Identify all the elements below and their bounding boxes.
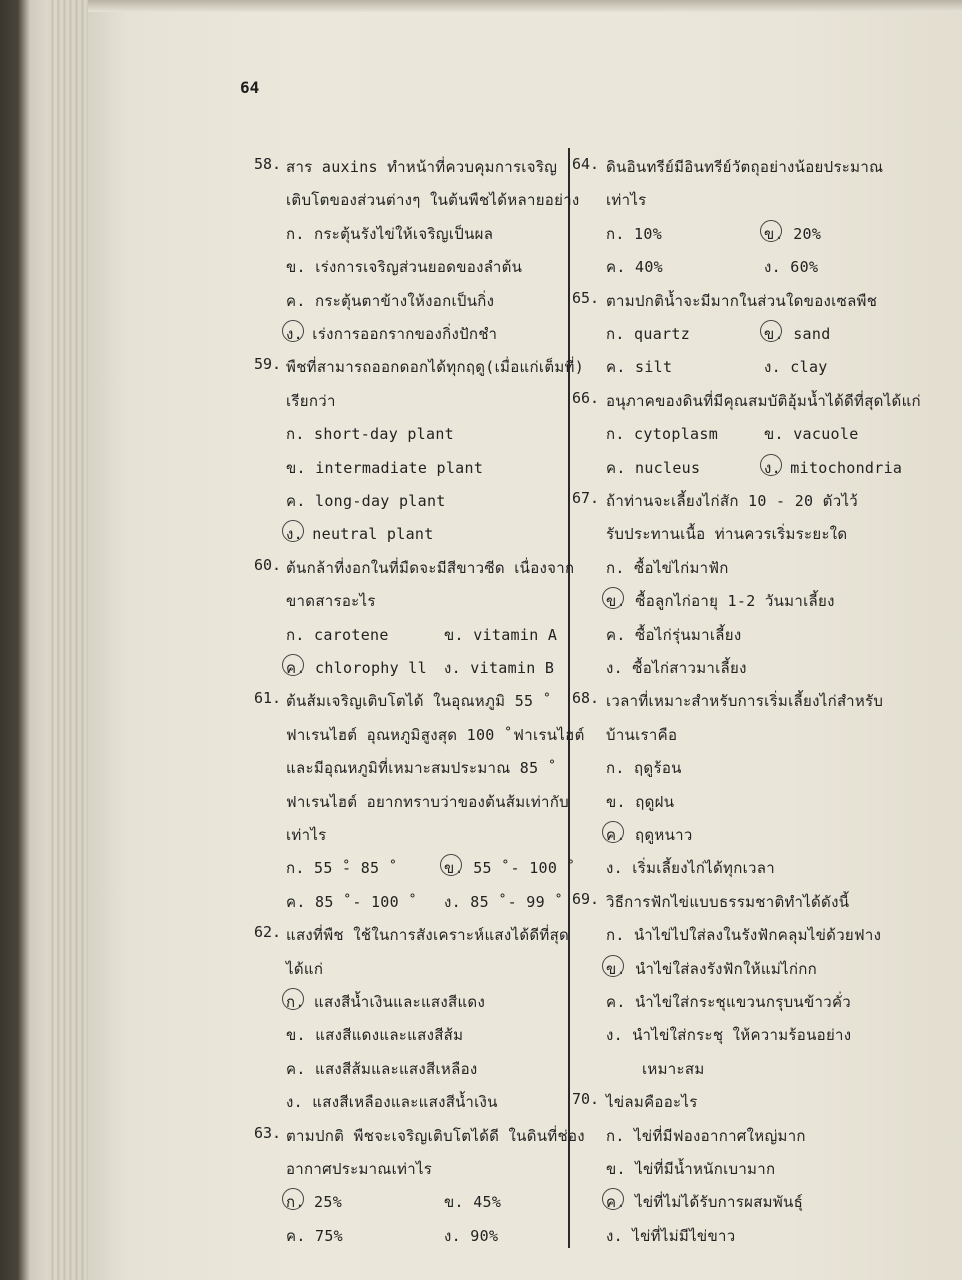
question-text: พืชที่สามารถออกดอกได้ทุกฤดู(เมื่อแก่เต็มที่) [286,358,585,377]
answer-option: ก. carotene [286,625,389,644]
answer-option: ง. 85 ̊ - 99 ̊ [444,892,555,911]
question-number: 68. [572,689,600,708]
answer-mark-circle [282,320,304,342]
question-text: ฟาเรนไฮต์ อยากทราบว่าของต้นส้มเท่ากับ [286,792,569,811]
answer-mark-circle [282,988,304,1010]
question-number: 66. [572,388,600,407]
answer-option: ก. quartz [606,325,691,343]
question-text: แสงที่พืช ใช้ในการสังเคราะห์แสงได้ดีที่สุด [286,926,570,945]
question-text: สาร auxins ทำหน้าที่ควบคุมการเจริญ [286,158,558,176]
question-text: ต้นส้มเจริญเติบโตได้ ในอุณหภูมิ 55 ̊ [286,692,543,711]
answer-option: ค. nucleus [606,458,701,477]
answer-mark-circle [602,1188,624,1210]
answer-option: ข. vacuole [764,425,859,444]
answer-option: ข. ซื้อลูกไก่อายุ 1-2 วันมาเลี้ยง [606,592,835,611]
answer-option: ก. แสงสีน้ำเงินและแสงสีแดง [286,993,486,1011]
question-text: เรียกว่า [286,391,336,410]
answer-option: ค. นำไข่ใส่กระชุแขวนกรุบนข้าวคั่ว [606,993,851,1011]
answer-mark-circle [760,220,782,242]
answer-option: ง. แสงสีเหลืองและแสงสีน้ำเงิน [286,1093,498,1112]
answer-option: ค. ไข่ที่ไม่ได้รับการผสมพันธุ์ [606,1193,804,1212]
answer-option: ค. 40% [606,258,663,277]
question-text: ไข่ลมคืออะไร [606,1093,698,1112]
answer-option: ง. นำไข่ใส่กระชุ ให้ความร้อนอย่าง [606,1026,852,1045]
question-number: 63. [254,1123,282,1142]
question-text: อนุภาคของดินที่มีคุณสมบัติอุ้มน้ำได้ดีที่สุดได้แก่ [606,391,921,410]
answer-option: ข. ไข่ที่มีน้ำหนักเบามาก [606,1160,776,1178]
question-number: 58. [254,155,282,173]
question-text: เติบโตของส่วนต่างๆ ในต้นพืชได้หลายอย่าง [286,191,580,210]
answer-option: ข. vitamin A [444,625,558,644]
column-divider [568,148,570,1248]
answer-option: ค. chlorophy ll [286,659,427,677]
answer-option: ค. กระตุ้นตาข้างให้งอกเป็นกิ่ง [286,291,495,310]
answer-mark-circle [602,821,624,843]
page-number: 64 [240,78,260,97]
answer-option: ก. ซื้อไข่ไก่มาฟัก [606,558,729,577]
answer-mark-circle [440,854,462,876]
answer-option: ข. ฤดูฝน [606,792,675,811]
answer-mark-circle [282,520,304,542]
answer-option: ข. แสงสีแดงและแสงสีส้ม [286,1026,464,1045]
question-text: ดินอินทรีย์มีอินทรีย์วัตถุอย่างน้อยประมาณ [606,158,884,176]
answer-option: ค. ฤดูหนาว [606,826,693,844]
question-text: เท่าไร [606,191,647,210]
answer-option: ง. mitochondria [764,458,903,477]
answer-option: ค. silt [606,358,673,377]
answer-option: ค. แสงสีส้มและแสงสีเหลือง [286,1059,478,1078]
answer-option: ง. vitamin B [444,659,555,677]
question-number: 62. [254,923,282,942]
question-text: เท่าไร [286,826,327,844]
answer-option: ข. sand [764,325,831,343]
answer-option: ค. ซื้อไก่รุ่นมาเลี้ยง [606,625,742,644]
answer-option: ง. 60% [764,258,819,277]
answer-option: ก. short-day plant [286,425,455,444]
question-text: บ้านเราคือ [606,725,678,744]
answer-option: ก. นำไข่ไปใส่ลงในรังฟักคลุมไข่ด้วยฟาง [606,926,882,945]
question-number: 67. [572,489,600,507]
answer-mark-circle [602,955,624,977]
answer-option: ค. 75% [286,1226,343,1245]
answer-mark-circle [602,587,624,609]
answer-option: ก. 25% [286,1193,343,1212]
question-text: เวลาที่เหมาะสำหรับการเริ่มเลี้ยงไก่สำหรับ [606,692,884,711]
question-number: 59. [254,355,282,374]
answer-option: ง. clay [764,358,828,377]
question-text: ขาดสารอะไร [286,592,376,611]
answer-option: ก. ฤดูร้อน [606,759,682,778]
answer-option: ก. ไข่ที่มีฟองอากาศใหญ่มาก [606,1126,806,1145]
answer-option: ง. เริ่มเลี้ยงไก่ได้ทุกเวลา [606,859,775,878]
question-text: รับประทานเนื้อ ท่านควรเริ่มระยะใด [606,525,848,544]
answer-mark-circle [760,320,782,342]
answer-option: ง. neutral plant [286,525,434,544]
answer-option: ค. 85 ̊ - 100 ̊ [286,892,409,911]
answer-option: ง. ซื้อไก่สาวมาเลี้ยง [606,659,747,677]
answer-mark-circle [282,1188,304,1210]
answer-option: ง. 90% [444,1226,499,1245]
answer-option: ข. นำไข่ใส่ลงรังฟักให้แม่ไก่กก [606,959,818,978]
answer-option: ข. 20% [764,224,822,243]
question-text: ฟาเรนไฮต์ อุณหภูมิสูงสุด 100 ̊ ฟาเรนไฮต์ [286,725,585,744]
question-text: ตามปกติน้ำจะมีมากในส่วนใดของเซลพืช [606,291,878,310]
question-number: 70. [572,1090,600,1109]
question-text: และมีอุณหภูมิที่เหมาะสมประมาณ 85 ̊ [286,759,548,778]
answer-option: ง. เร่งการออกรากของกิ่งปักชำ [286,325,498,343]
answer-option: ข. เร่งการเจริญส่วนยอดของลำต้น [286,258,523,277]
answer-mark-circle [282,654,304,676]
answer-option: ก. 55 ̊- 85 ̊ [286,859,389,878]
question-text: ถ้าท่านจะเลี้ยงไก่สัก 10 - 20 ตัวไว้ [606,492,859,510]
answer-option: ง. ไข่ที่ไม่มีไข่ขาว [606,1226,736,1245]
page-edges [48,0,92,1280]
question-number: 60. [254,555,282,574]
question-number: 64. [572,155,600,173]
question-number: 69. [572,889,600,908]
question-text: วิธีการฟักไข่แบบธรรมชาติทำได้ดังนี้ [606,892,850,911]
question-text: อากาศประมาณเท่าไร [286,1160,433,1178]
question-text: ตามปกติ พืชจะเจริญเติบโตได้ดี ในดินที่ช่อง [286,1126,585,1145]
answer-option: ค. long-day plant [286,492,446,510]
question-number: 65. [572,288,600,307]
answer-option: ข. 45% [444,1193,502,1212]
question-text: ต้นกล้าที่งอกในที่มืดจะมีสีขาวซีด เนื่องจาก [286,558,575,577]
answer-option: ก. cytoplasm [606,425,719,444]
question-number: 61. [254,689,282,708]
answer-option: ก. กระตุ้นรังไข่ให้เจริญเป็นผล [286,224,494,243]
page-top-edge [88,0,962,12]
question-text: ได้แก่ [286,959,324,978]
answer-option: เหมาะสม [642,1059,705,1078]
answer-option: ก. 10% [606,224,663,243]
answer-option: ข. 55 ̊ - 100 ̊ [444,859,567,878]
answer-mark-circle [760,454,782,476]
answer-option: ข. intermadiate plant [286,458,484,477]
